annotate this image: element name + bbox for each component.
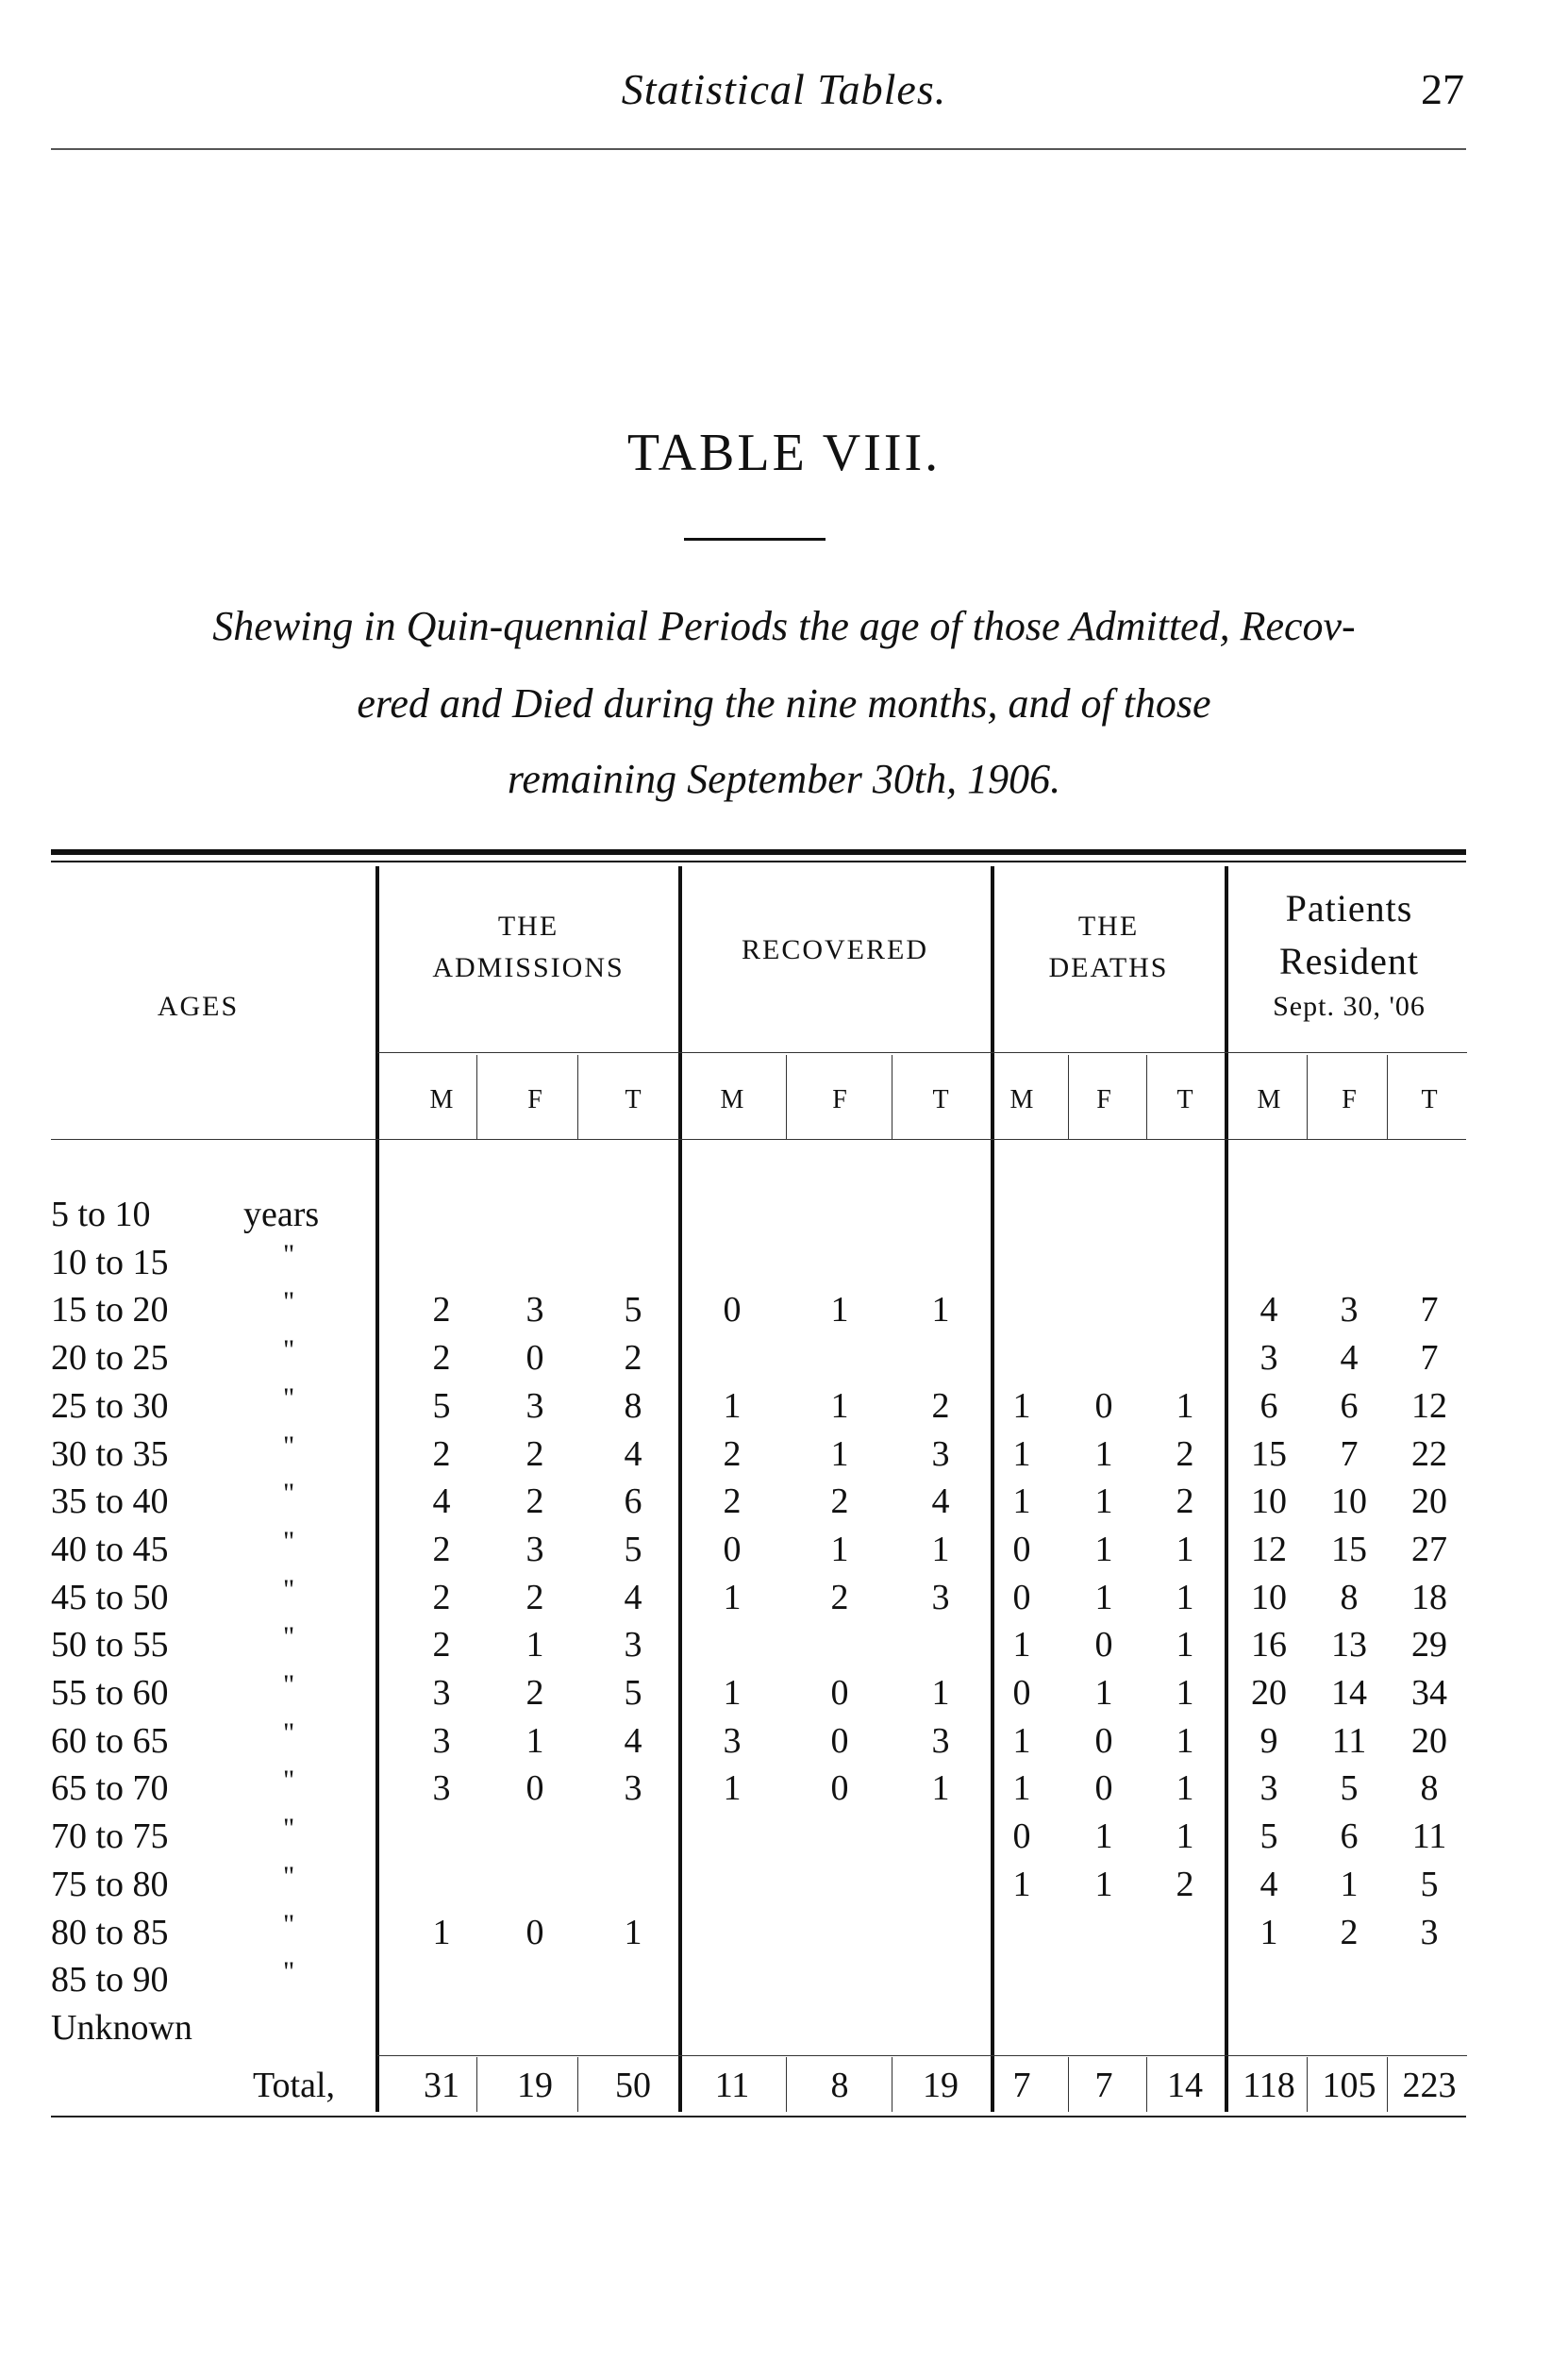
subcolumn-divider bbox=[476, 2057, 477, 2112]
table-cell: 11 bbox=[1331, 1721, 1367, 1761]
table-cell: 1 bbox=[830, 1434, 849, 1474]
resident-header-line: Resident bbox=[1279, 940, 1419, 982]
table-cell: 0 bbox=[830, 1673, 849, 1713]
caption-line: remaining September 30th, 1906. bbox=[507, 756, 1061, 802]
table-cell: 2 bbox=[525, 1578, 544, 1617]
table-cell: 1 bbox=[525, 1625, 544, 1665]
deaths-header-line: THE bbox=[1077, 911, 1140, 942]
table-cell: 4 bbox=[624, 1578, 642, 1617]
table-cell: 3 bbox=[525, 1530, 544, 1569]
table-cell: 29 bbox=[1411, 1625, 1447, 1665]
table-cell: 1 bbox=[1176, 1768, 1194, 1808]
table-cell: 34 bbox=[1411, 1673, 1447, 1713]
table-cell: 1 bbox=[723, 1768, 742, 1808]
table-cell: 1 bbox=[1012, 1721, 1031, 1761]
subheader-m: M bbox=[1257, 1085, 1281, 1114]
table-cell: 14 bbox=[1331, 1673, 1367, 1713]
totals-cell: 223 bbox=[1402, 2066, 1457, 2105]
table-cell: 1 bbox=[1094, 1816, 1113, 1856]
subcolumn-divider bbox=[1307, 2057, 1308, 2112]
table-bottom-rule bbox=[51, 2116, 1466, 2117]
ditto-mark: " bbox=[283, 1334, 295, 1365]
table-cell: 1 bbox=[723, 1578, 742, 1617]
table-cell: 2 bbox=[1176, 1865, 1194, 1904]
table-cell: 1 bbox=[931, 1768, 950, 1808]
column-divider bbox=[1225, 866, 1228, 2112]
table-cell: 0 bbox=[1012, 1673, 1031, 1713]
header-rule bbox=[377, 1052, 1467, 1053]
resident-header bbox=[1226, 882, 1472, 1026]
table-cell: 1 bbox=[1012, 1865, 1031, 1904]
table-cell: 3 bbox=[1340, 1290, 1359, 1330]
table-cell: 3 bbox=[432, 1673, 451, 1713]
table-cell: 1 bbox=[1094, 1578, 1113, 1617]
caption-line: ered and Died during the nine months, and of those bbox=[357, 680, 1211, 727]
table-cell: 2 bbox=[432, 1625, 451, 1665]
table-cell: 2 bbox=[1340, 1913, 1359, 1952]
subheader-t: T bbox=[1176, 1085, 1193, 1114]
ditto-mark: " bbox=[283, 1478, 295, 1509]
subcolumn-divider bbox=[1068, 1055, 1069, 1140]
table-cell: 6 bbox=[624, 1481, 642, 1521]
table-cell: 2 bbox=[1176, 1481, 1194, 1521]
subcolumn-divider bbox=[1146, 1055, 1147, 1140]
row-age-label: 25 to 30 bbox=[51, 1386, 169, 1426]
totals-cell: 118 bbox=[1243, 2066, 1295, 2105]
table-cell: 1 bbox=[1012, 1625, 1031, 1665]
table-cell: 8 bbox=[1340, 1578, 1359, 1617]
table-cell: 1 bbox=[1012, 1386, 1031, 1426]
table-cell: 1 bbox=[1176, 1578, 1194, 1617]
table-cell: 0 bbox=[525, 1913, 544, 1952]
table-cell: 9 bbox=[1259, 1721, 1278, 1761]
table-cell: 1 bbox=[723, 1386, 742, 1426]
table-cell: 20 bbox=[1411, 1481, 1447, 1521]
totals-cell: 11 bbox=[714, 2066, 750, 2105]
table-cell: 5 bbox=[624, 1673, 642, 1713]
table-cell: 6 bbox=[1259, 1386, 1278, 1426]
totals-cell: 50 bbox=[615, 2066, 651, 2105]
table-cell: 2 bbox=[432, 1290, 451, 1330]
table-cell: 10 bbox=[1251, 1481, 1287, 1521]
table-cell: 5 bbox=[624, 1290, 642, 1330]
table-cell: 16 bbox=[1251, 1625, 1287, 1665]
table-cell: 0 bbox=[1012, 1816, 1031, 1856]
ditto-mark: " bbox=[283, 1239, 295, 1270]
table-cell: 0 bbox=[525, 1768, 544, 1808]
ditto-mark: " bbox=[283, 1717, 295, 1749]
table-cell: 0 bbox=[830, 1768, 849, 1808]
table-cell: 5 bbox=[432, 1386, 451, 1426]
ditto-mark: " bbox=[283, 1765, 295, 1796]
table-cell: 1 bbox=[830, 1530, 849, 1569]
table-cell: 3 bbox=[624, 1768, 642, 1808]
subcolumn-divider bbox=[577, 1055, 578, 1140]
table-cell: 0 bbox=[1012, 1530, 1031, 1569]
table-cell: 4 bbox=[1340, 1338, 1359, 1378]
table-cell: 1 bbox=[1340, 1865, 1359, 1904]
row-age-suffix: years bbox=[243, 1195, 320, 1234]
totals-cell: 19 bbox=[517, 2066, 553, 2105]
table-cell: 0 bbox=[1094, 1768, 1113, 1808]
table-cell: 18 bbox=[1411, 1578, 1447, 1617]
ditto-mark: " bbox=[283, 1431, 295, 1462]
table-cell: 1 bbox=[1176, 1721, 1194, 1761]
ditto-mark: " bbox=[283, 1621, 295, 1652]
table-cell: 0 bbox=[723, 1530, 742, 1569]
row-age-label: 55 to 60 bbox=[51, 1673, 169, 1713]
subcolumn-divider bbox=[1387, 1055, 1388, 1140]
table-cell: 1 bbox=[1012, 1768, 1031, 1808]
row-age-label: 30 to 35 bbox=[51, 1434, 169, 1474]
row-age-label: 50 to 55 bbox=[51, 1625, 169, 1665]
subheader-f: F bbox=[832, 1085, 847, 1114]
table-cell: 2 bbox=[624, 1338, 642, 1378]
subheader-t: T bbox=[625, 1085, 642, 1114]
subcolumn-divider bbox=[476, 1055, 477, 1140]
table-cell: 1 bbox=[432, 1913, 451, 1952]
table-cell: 20 bbox=[1411, 1721, 1447, 1761]
table-cell: 0 bbox=[1094, 1386, 1113, 1426]
table-cell: 4 bbox=[1259, 1865, 1278, 1904]
table-cell: 22 bbox=[1411, 1434, 1447, 1474]
ditto-mark: " bbox=[283, 1909, 295, 1940]
table-cell: 6 bbox=[1340, 1816, 1359, 1856]
table-cell: 7 bbox=[1340, 1434, 1359, 1474]
table-cell: 15 bbox=[1331, 1530, 1367, 1569]
table-cell: 1 bbox=[723, 1673, 742, 1713]
table-cell: 4 bbox=[1259, 1290, 1278, 1330]
totals-cell: 19 bbox=[923, 2066, 959, 2105]
row-age-label: 45 to 50 bbox=[51, 1578, 169, 1617]
table-cell: 4 bbox=[931, 1481, 950, 1521]
table-cell: 8 bbox=[624, 1386, 642, 1426]
ditto-mark: " bbox=[283, 1382, 295, 1414]
table-cell: 2 bbox=[432, 1338, 451, 1378]
table-cell: 5 bbox=[624, 1530, 642, 1569]
ditto-mark: " bbox=[283, 1286, 295, 1317]
row-age-label: 65 to 70 bbox=[51, 1768, 169, 1808]
table-cell: 1 bbox=[931, 1530, 950, 1569]
totals-label: Total, bbox=[253, 2066, 336, 2105]
table-cell: 1 bbox=[1094, 1865, 1113, 1904]
page-number: 27 bbox=[1421, 65, 1464, 113]
header-rule bbox=[51, 148, 1466, 150]
row-age-label: 10 to 15 bbox=[51, 1243, 169, 1282]
table-cell: 7 bbox=[1420, 1338, 1439, 1378]
table-cell: 1 bbox=[1176, 1625, 1194, 1665]
ditto-mark: " bbox=[283, 1669, 295, 1700]
row-age-label: 60 to 65 bbox=[51, 1721, 169, 1761]
table-cell: 11 bbox=[1411, 1816, 1447, 1856]
subcolumn-divider bbox=[786, 1055, 787, 1140]
table-cell: 2 bbox=[525, 1481, 544, 1521]
table-cell: 3 bbox=[525, 1386, 544, 1426]
table-cell: 2 bbox=[432, 1530, 451, 1569]
table-cell: 3 bbox=[432, 1721, 451, 1761]
table-cell: 1 bbox=[1176, 1673, 1194, 1713]
table-cell: 2 bbox=[525, 1673, 544, 1713]
recovered-header bbox=[679, 929, 991, 971]
ages-header: AGES bbox=[157, 991, 240, 1022]
table-cell: 0 bbox=[1094, 1625, 1113, 1665]
totals-cell: 31 bbox=[424, 2066, 459, 2105]
caption-line: Shewing in Quin-quennial Periods the age of those Admitted, Recov- bbox=[212, 603, 1356, 649]
resident-header-line: Sept. 30, '06 bbox=[1273, 991, 1426, 1022]
row-age-label: Unknown bbox=[51, 2008, 192, 2048]
table-cell: 2 bbox=[830, 1578, 849, 1617]
table-cell: 2 bbox=[525, 1434, 544, 1474]
subcolumn-divider bbox=[1307, 1055, 1308, 1140]
table-cell: 12 bbox=[1411, 1386, 1447, 1426]
table-cell: 1 bbox=[830, 1290, 849, 1330]
row-age-label: 5 to 10 bbox=[51, 1195, 151, 1234]
table-cell: 7 bbox=[1420, 1290, 1439, 1330]
table-cell: 3 bbox=[931, 1434, 950, 1474]
subcolumn-divider bbox=[1068, 2057, 1069, 2112]
subcolumn-divider bbox=[577, 2057, 578, 2112]
table-cell: 4 bbox=[624, 1721, 642, 1761]
subheader-m: M bbox=[1009, 1085, 1034, 1114]
table-cell: 4 bbox=[624, 1434, 642, 1474]
subcolumn-divider bbox=[1146, 2057, 1147, 2112]
totals-rule bbox=[377, 2055, 1467, 2056]
table-cell: 3 bbox=[432, 1768, 451, 1808]
table-cell: 27 bbox=[1411, 1530, 1447, 1569]
table-cell: 1 bbox=[525, 1721, 544, 1761]
ditto-mark: " bbox=[283, 1956, 295, 1987]
table-cell: 12 bbox=[1251, 1530, 1287, 1569]
table-cell: 13 bbox=[1331, 1625, 1367, 1665]
subheader-rule bbox=[51, 1139, 1466, 1140]
table-cell: 3 bbox=[931, 1578, 950, 1617]
row-age-label: 75 to 80 bbox=[51, 1865, 169, 1904]
table-cell: 4 bbox=[432, 1481, 451, 1521]
table-cell: 3 bbox=[723, 1721, 742, 1761]
row-age-label: 70 to 75 bbox=[51, 1816, 169, 1856]
admissions-header-line: ADMISSIONS bbox=[432, 952, 625, 983]
totals-cell: 105 bbox=[1322, 2066, 1376, 2105]
table-cell: 1 bbox=[1094, 1481, 1113, 1521]
table-cell: 2 bbox=[723, 1434, 742, 1474]
table-cell: 3 bbox=[931, 1721, 950, 1761]
deaths-header bbox=[991, 906, 1226, 989]
subheader-m: M bbox=[429, 1085, 454, 1114]
table-cell: 1 bbox=[1176, 1530, 1194, 1569]
table-cell: 5 bbox=[1420, 1865, 1439, 1904]
row-age-label: 40 to 45 bbox=[51, 1530, 169, 1569]
table-cell: 10 bbox=[1251, 1578, 1287, 1617]
row-age-label: 15 to 20 bbox=[51, 1290, 169, 1330]
table-cell: 1 bbox=[1012, 1434, 1031, 1474]
ditto-mark: " bbox=[283, 1526, 295, 1557]
table-cell: 1 bbox=[1259, 1913, 1278, 1952]
subheader-t: T bbox=[1421, 1085, 1438, 1114]
resident-header-line: Patients bbox=[1285, 887, 1413, 929]
totals-cell: 7 bbox=[1094, 2066, 1113, 2105]
table-cell: 2 bbox=[931, 1386, 950, 1426]
table-cell: 10 bbox=[1331, 1481, 1367, 1521]
table-cell: 1 bbox=[1012, 1481, 1031, 1521]
table-cell: 1 bbox=[1176, 1386, 1194, 1426]
subcolumn-divider bbox=[786, 2057, 787, 2112]
column-divider bbox=[375, 866, 379, 2112]
admissions-header bbox=[377, 906, 679, 989]
admissions-header-line: THE bbox=[497, 911, 559, 942]
title-rule bbox=[684, 538, 826, 541]
subheader-f: F bbox=[1096, 1085, 1111, 1114]
subcolumn-divider bbox=[1387, 2057, 1388, 2112]
table-cell: 1 bbox=[1094, 1530, 1113, 1569]
table-top-rule bbox=[51, 861, 1466, 862]
table-cell: 3 bbox=[1259, 1338, 1278, 1378]
subheader-f: F bbox=[1342, 1085, 1357, 1114]
table-cell: 1 bbox=[931, 1290, 950, 1330]
table-cell: 3 bbox=[624, 1625, 642, 1665]
deaths-header-line: DEATHS bbox=[1048, 952, 1169, 983]
table-cell: 2 bbox=[1176, 1434, 1194, 1474]
table-cell: 1 bbox=[1094, 1673, 1113, 1713]
table-cell: 1 bbox=[931, 1673, 950, 1713]
table-cell: 20 bbox=[1251, 1673, 1287, 1713]
table-cell: 8 bbox=[1420, 1768, 1439, 1808]
subheader-t: T bbox=[932, 1085, 949, 1114]
table-top-rule bbox=[51, 849, 1466, 855]
table-cell: 2 bbox=[723, 1481, 742, 1521]
table-cell: 3 bbox=[525, 1290, 544, 1330]
table-cell: 2 bbox=[432, 1434, 451, 1474]
table-cell: 1 bbox=[830, 1386, 849, 1426]
totals-cell: 14 bbox=[1167, 2066, 1203, 2105]
recovered-header-line: RECOVERED bbox=[742, 934, 928, 965]
totals-cell: 7 bbox=[1012, 2066, 1031, 2105]
row-age-label: 20 to 25 bbox=[51, 1338, 169, 1378]
table-cell: 0 bbox=[830, 1721, 849, 1761]
table-cell: 0 bbox=[1012, 1578, 1031, 1617]
table-cell: 0 bbox=[525, 1338, 544, 1378]
table-cell: 0 bbox=[723, 1290, 742, 1330]
table-cell: 3 bbox=[1420, 1913, 1439, 1952]
ditto-mark: " bbox=[283, 1861, 295, 1892]
table-cell: 1 bbox=[1094, 1434, 1113, 1474]
table-cell: 15 bbox=[1251, 1434, 1287, 1474]
ditto-mark: " bbox=[283, 1813, 295, 1844]
subheader-f: F bbox=[527, 1085, 542, 1114]
row-age-label: 80 to 85 bbox=[51, 1913, 169, 1952]
table-cell: 0 bbox=[1094, 1721, 1113, 1761]
table-cell: 2 bbox=[432, 1578, 451, 1617]
running-title: Statistical Tables. bbox=[621, 65, 947, 113]
table-cell: 5 bbox=[1259, 1816, 1278, 1856]
table-cell: 3 bbox=[1259, 1768, 1278, 1808]
row-age-label: 85 to 90 bbox=[51, 1960, 169, 2000]
table-cell: 5 bbox=[1340, 1768, 1359, 1808]
table-cell: 6 bbox=[1340, 1386, 1359, 1426]
ditto-mark: " bbox=[283, 1574, 295, 1605]
table-title: TABLE VIII. bbox=[626, 424, 942, 482]
subheader-m: M bbox=[720, 1085, 744, 1114]
table-cell: 1 bbox=[1176, 1816, 1194, 1856]
row-age-label: 35 to 40 bbox=[51, 1481, 169, 1521]
table-cell: 2 bbox=[830, 1481, 849, 1521]
column-divider bbox=[678, 866, 682, 2112]
table-cell: 1 bbox=[624, 1913, 642, 1952]
totals-cell: 8 bbox=[830, 2066, 849, 2105]
